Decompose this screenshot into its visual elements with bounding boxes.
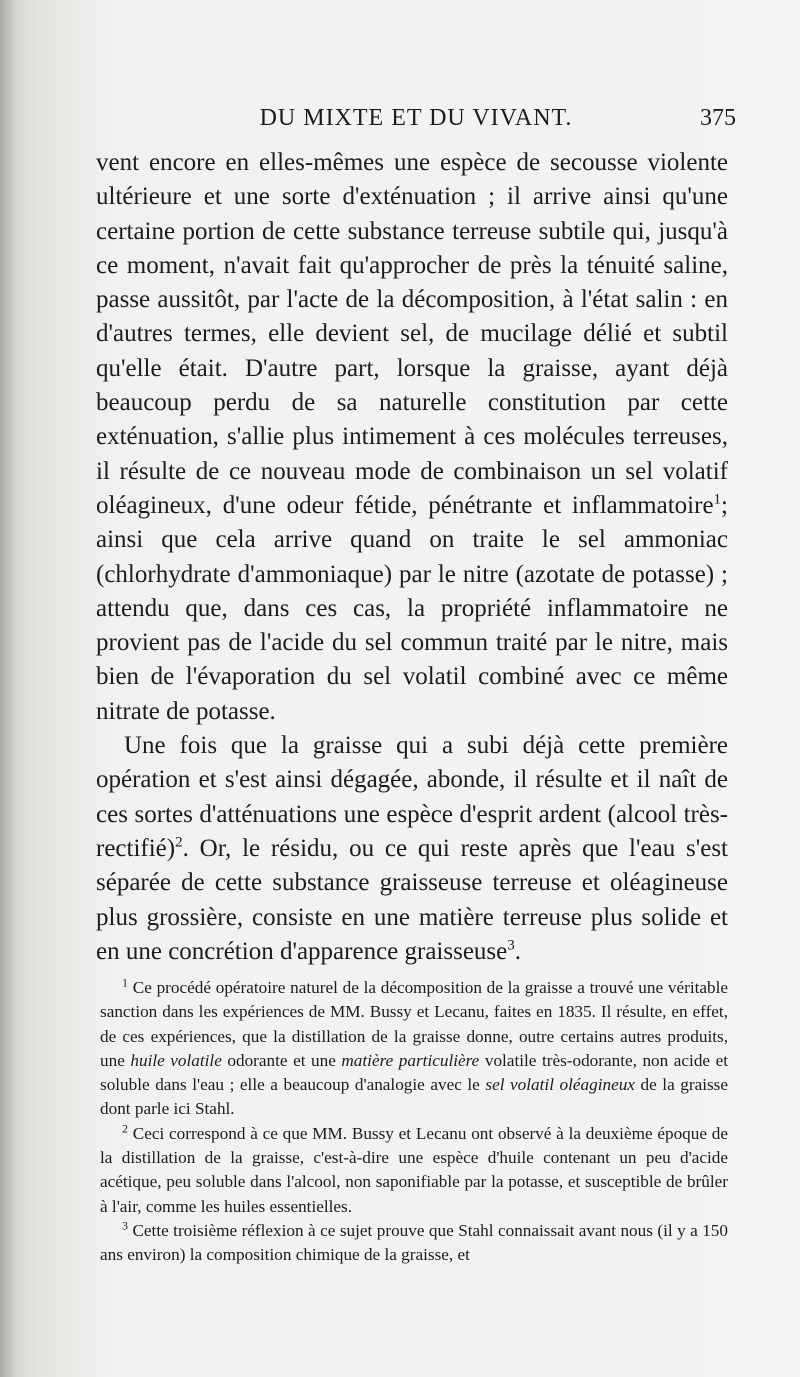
paragraph-1 [96, 146, 728, 729]
paragraph-2-text-b: . Or, le résidu, ou ce qui reste après que l'eau s'est séparée de cette substance graisseuse terreuse et oléagineuse plus grossière, consiste en une matière terreuse plus solide et en une concrétion d'apparence graisseuse [96, 834, 728, 965]
footnote-1-text-d: de la graisse dont parle ici Stahl. [100, 1075, 728, 1119]
footnote-1-text-b: odorante et une [221, 1050, 342, 1070]
paragraph-2 [96, 729, 728, 969]
footnote-ref-2: 2 [175, 834, 183, 851]
footnote-ref-3: 3 [507, 937, 515, 954]
footnote-1-mark: 1 [122, 975, 128, 990]
page-gutter-shadow [0, 0, 18, 1377]
footnotes [100, 976, 728, 1268]
footnote-3 [100, 1219, 728, 1268]
footnote-1-italic-2: matière particulière [341, 1050, 480, 1070]
footnote-3-mark: 3 [122, 1218, 128, 1233]
footnote-3-text: Cette troisième réflexion à ce sujet prouve que Stahl connaissait avant nous (il y a 150 ans environ) la composition chimique de la graisse, et [100, 1220, 728, 1265]
footnote-ref-1: 1 [713, 491, 722, 508]
footnote-1-text-a: Ce procédé opératoire naturel de la décomposition de la graisse a trouvé une véritable sanction dans les expériences de MM. Bussy et Lecanu, faites en 1835. Il résulte, en effet, de ces expériences, que la distillation de la graisse donne, outre certains autres produits, une [100, 978, 728, 1070]
footnote-1-italic-3: sel volatil oléagineux [485, 1075, 635, 1095]
footnote-1-text-c: volatile très-odorante, non acide et soluble dans l'eau ; elle a beaucoup d'analogie avec le [100, 1050, 728, 1095]
running-title: DU MIXTE ET DU VIVANT. [259, 105, 573, 131]
page-number: 375 [700, 105, 736, 131]
paragraph-1-text-a: vent encore en elles-mêmes une espèce de secousse violente ultérieure et une sorte d'exténuation ; il arrive ainsi qu'une certaine portion de cette substance terreuse subtile qui, jusqu'à ce moment, n'avait fait qu'approcher de près la ténuité saline, passe aussitôt, par l'acte de la décomposition, à l'état salin : en d'autres termes, elle devient sel, de mucilage délié et subtil qu'elle était. D'autre part, lorsque la graisse, ayant déjà beaucoup perdu de sa naturelle constitution par cette exténuation, s'allie plus intimement à ces molécules terreuses, il résulte de ce nouveau mode de combinaison un sel volatif oléagineux, d'une odeur fétide, pénétrante et inflammatoire [96, 149, 728, 519]
footnote-2-text: Ceci correspond à ce que MM. Bussy et Lecanu ont observé à la deuxième époque de la distillation de la graisse, c'est-à-dire une espèce d'huile contenant un peu d'acide acétique, peu soluble dans l'alcool, non saponifiable par la potasse, et susceptible de brûler à l'air, comme les huiles essentielles. [100, 1123, 728, 1216]
footnote-1-italic-1: huile volatile [130, 1050, 222, 1070]
paragraph-1-text-b: ; ainsi que cela arrive quand on traite le sel ammoniac (chlorhydrate d'ammoniaque) par le nitre (azotate de potasse) ; attendu que, dans ces cas, la propriété inflammatoire ne provient pas de l'acide du sel commun traité par le nitre, mais bien de l'évaporation du sel volatil combiné avec ce même nitrate de potasse. [96, 491, 728, 725]
paragraph-2-text-a: Une fois que la graisse qui a subi déjà cette première opération et s'est ainsi dégagée, abonde, il résulte et il naît de ces sortes d'atténuations une espèce d'esprit ardent (alcool très-rectifié) [96, 732, 728, 862]
main-text [96, 146, 728, 969]
footnote-1 [100, 976, 728, 1122]
footnote-2 [100, 1122, 728, 1219]
paragraph-2-end: . [514, 937, 522, 965]
footnote-2-mark: 2 [122, 1121, 128, 1136]
page-header [96, 101, 736, 135]
